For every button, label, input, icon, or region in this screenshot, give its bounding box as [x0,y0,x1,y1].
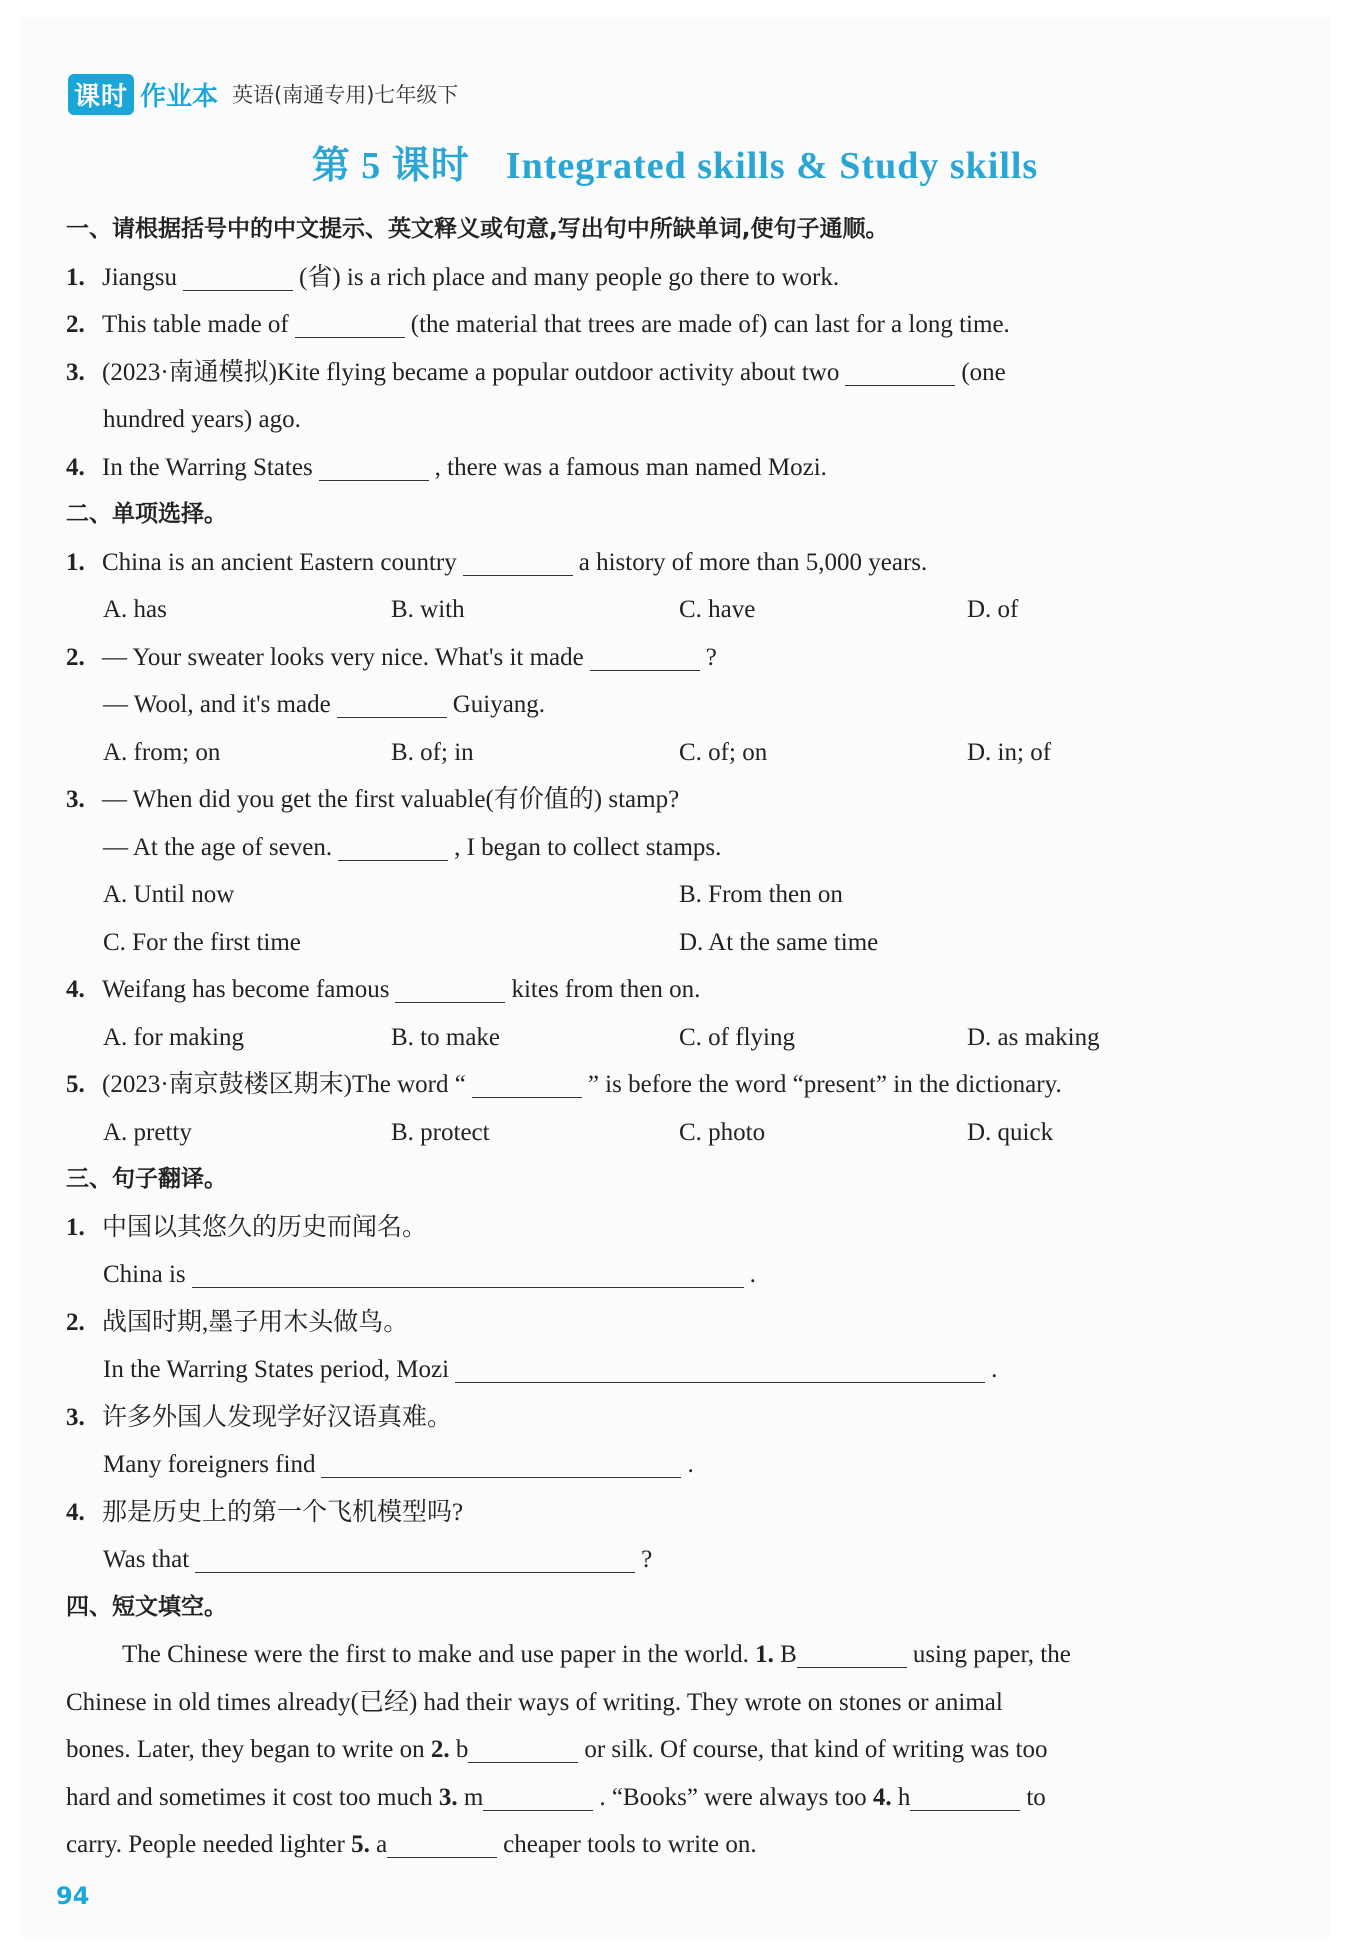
subject-label: 英语(南通专用)七年级下 [232,83,459,107]
question-item [66,1489,1266,1537]
option-b[interactable]: B. with [391,596,465,623]
passage-text: . “Books” were always too [599,1783,867,1811]
translation-line [66,1536,1266,1584]
question-text-continued: hundred years) ago. [103,406,301,433]
option-d[interactable]: D. of [967,596,1019,623]
options-row [66,586,1266,634]
blank-hint-letter: a [376,1831,388,1858]
question-number: 1. [66,1213,85,1241]
option-b[interactable]: B. to make [391,1023,501,1051]
option-c[interactable]: C. of flying [679,1023,795,1051]
question-text: (the material that trees are made of) can last for a long time. [410,311,1010,338]
blank-number: 3. [438,1783,458,1811]
chinese-sentence: 许多外国人发现学好汉语真难。 [102,1403,453,1431]
punctuation: ? [641,1546,653,1573]
question-item [66,1394,1266,1442]
blank-number: 4. [872,1783,892,1811]
punctuation: . [687,1451,694,1478]
answer-blank[interactable] [183,262,293,291]
section-heading: 三、句子翻译。 [66,1166,227,1192]
passage-text: or silk. Of course, that kind of writing was too [584,1736,1048,1763]
option-c[interactable]: C. of; on [679,738,768,766]
question-text: China is an ancient Eastern country [102,548,457,576]
question-text: (2023·南京鼓楼区期末)The word “ [102,1071,466,1098]
chinese-sentence: 中国以其悠久的历史而闻名。 [102,1213,428,1241]
question-text: Weifang has become famous [102,976,390,1003]
chinese-sentence: 那是历史上的第一个飞机模型吗? [102,1498,464,1526]
passage-line [66,1821,1266,1869]
options-row [66,871,1266,919]
answer-blank[interactable] [295,309,405,338]
question-text: (one [961,358,1006,386]
lesson-title-en: Integrated skills & Study skills [505,145,1039,187]
question-text: — Your sweater looks very nice. What's it made [102,643,584,671]
lesson-title-cn: 第 5 课时 [311,145,470,187]
translation-prompt: Was that [103,1546,190,1573]
answer-blank[interactable] [590,642,700,671]
question-item [66,681,1266,729]
answer-blank[interactable] [455,1354,985,1383]
question-text: Jiangsu [102,263,177,291]
option-b[interactable]: B. From then on [679,881,843,908]
question-item [66,824,1266,872]
blank-number: 2. [430,1736,450,1763]
translation-prompt: Many foreigners find [103,1451,316,1478]
passage-text: to [1026,1783,1046,1811]
publisher-logo [68,74,218,115]
section-heading: 二、单项选择。 [66,501,227,527]
question-text: — When did you get the first valuable(有价值的) stamp? [102,786,680,813]
logo-badge: 课时 [68,74,134,115]
question-text: (2023·南通模拟)Kite flying became a popular outdoor activity about two [102,358,840,386]
page-number: 94 [56,1882,90,1910]
translation-line [66,1441,1266,1489]
option-a[interactable]: A. pretty [103,1118,192,1146]
question-number: 4. [66,1498,85,1526]
question-item [66,254,1266,302]
question-number: 1. [66,263,85,291]
question-item [66,1061,1266,1109]
blank-hint-letter: h [897,1783,911,1811]
punctuation: . [991,1356,998,1383]
answer-blank[interactable] [338,832,448,861]
worksheet-body [66,206,1266,1869]
passage-line: Chinese in old times already(已经) had their ways of writing. They wrote on stones or animal [66,1688,1003,1716]
answer-blank[interactable] [797,1639,907,1668]
translation-prompt: In the Warring States period, Mozi [103,1356,450,1383]
question-text: , I began to collect stamps. [454,833,722,861]
option-c[interactable]: C. For the first time [103,928,301,956]
question-text: — Wool, and it's made [103,691,331,718]
question-number: 3. [66,358,85,386]
question-text: This table made of [102,311,289,338]
option-c[interactable]: C. have [679,596,756,623]
answer-blank[interactable] [195,1544,635,1573]
section-heading: 一、请根据括号中的中文提示、英文释义或句意,写出句中所缺单词,使句子通顺。 [66,216,889,242]
passage-text: carry. People needed lighter [66,1831,345,1858]
question-text: , there was a famous man named Mozi. [434,453,827,481]
translation-prompt: China is [103,1261,186,1288]
question-number: 3. [66,786,85,813]
options-row [66,1109,1266,1157]
translation-line [66,1346,1266,1394]
blank-hint-letter: b [455,1736,469,1763]
option-a[interactable]: A. from; on [103,738,221,766]
answer-blank[interactable] [472,1069,582,1098]
question-item [66,776,1266,824]
question-text: — At the age of seven. [103,833,333,861]
answer-blank[interactable] [337,689,447,718]
options-row [66,1014,1266,1062]
question-number: 4. [66,453,85,481]
question-number: 3. [66,1403,85,1431]
question-text: a history of more than 5,000 years. [578,548,928,576]
logo-text: 作业本 [140,81,219,112]
question-item [66,1204,1266,1252]
option-d[interactable]: D. as making [967,1023,1100,1051]
blank-hint-letter: B [780,1641,797,1668]
question-number: 4. [66,976,85,1003]
option-d[interactable]: D. At the same time [679,928,879,956]
question-number: 1. [66,548,85,576]
answer-blank[interactable] [910,1782,1020,1811]
question-item [66,444,1266,492]
question-number: 2. [66,311,85,338]
lesson-title [0,134,1350,189]
option-a[interactable]: A. for making [103,1023,244,1051]
answer-blank[interactable] [319,452,429,481]
passage-text: using paper, the [912,1641,1071,1668]
answer-blank[interactable] [845,357,955,386]
passage-text: bones. Later, they began to write on [66,1736,425,1763]
question-text: ? [705,643,717,671]
chinese-sentence: 战国时期,墨子用木头做鸟。 [102,1308,409,1336]
question-text: ” is before the word “present” in the dictionary. [587,1071,1062,1098]
question-item [66,349,1266,397]
punctuation: . [749,1261,756,1288]
question-number: 2. [66,643,85,671]
question-number: 2. [66,1308,85,1336]
passage-line [66,1774,1266,1822]
option-b[interactable]: B. of; in [391,738,474,766]
passage-line [66,1631,1266,1679]
answer-blank[interactable] [483,1782,593,1811]
question-item [66,966,1266,1014]
passage-text: cheaper tools to write on. [503,1831,757,1858]
answer-blank[interactable] [387,1829,497,1858]
option-a[interactable]: A. Until now [103,881,235,908]
option-d[interactable]: D. in; of [967,738,1052,766]
page-header [68,74,458,114]
question-text: (省) is a rich place and many people go there to work. [299,263,840,291]
answer-blank[interactable] [463,547,573,576]
answer-blank[interactable] [192,1259,744,1288]
answer-blank[interactable] [395,974,505,1003]
options-row [66,729,1266,777]
translation-line [66,1251,1266,1299]
passage-line [66,1726,1266,1774]
answer-blank[interactable] [468,1734,578,1763]
question-item [66,301,1266,349]
option-b[interactable]: B. protect [391,1118,490,1146]
option-c[interactable]: C. photo [679,1118,766,1146]
passage-text: hard and sometimes it cost too much [66,1783,433,1811]
question-text: Guiyang. [452,691,546,718]
option-a[interactable]: A. has [103,596,167,623]
blank-hint-letter: m [463,1783,484,1811]
section-heading: 四、短文填空。 [66,1593,227,1620]
passage-text: The Chinese were the first to make and use paper in the world. [122,1641,749,1668]
question-text: In the Warring States [102,453,313,481]
blank-number: 1. [755,1641,774,1668]
answer-blank[interactable] [321,1449,681,1478]
options-row [66,919,1266,967]
question-item [66,1299,1266,1347]
question-text: kites from then on. [511,976,701,1003]
question-number: 5. [66,1071,85,1098]
blank-number: 5. [351,1831,370,1858]
question-item [66,539,1266,587]
question-item [66,634,1266,682]
option-d[interactable]: D. quick [967,1118,1054,1146]
